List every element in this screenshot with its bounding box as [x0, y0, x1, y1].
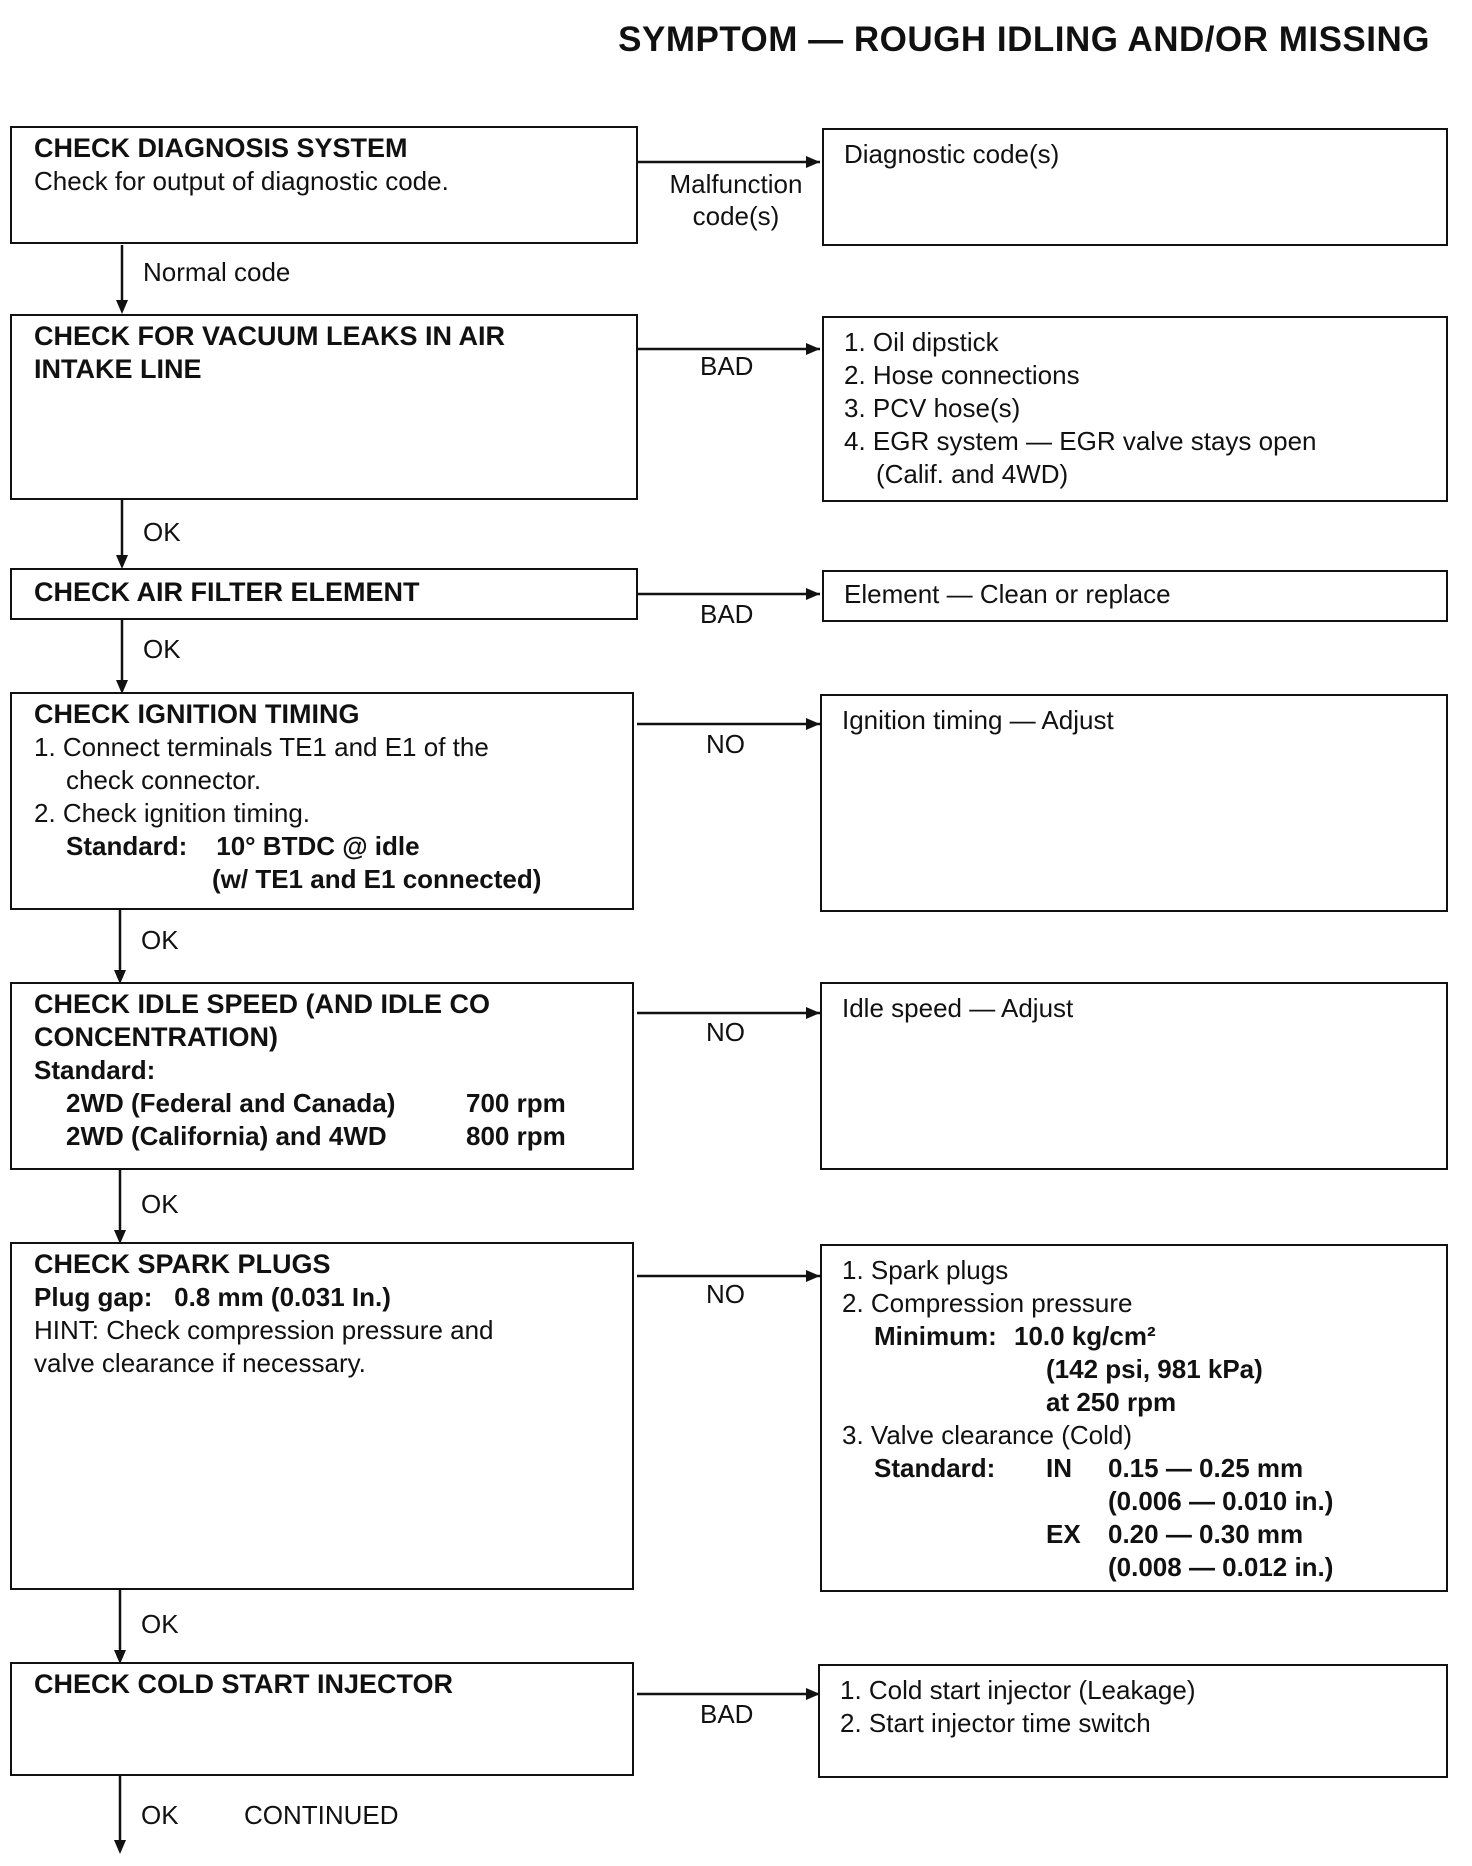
- result-item: 1. Oil dipstick: [844, 327, 999, 357]
- branch-bad-label: BAD: [700, 351, 754, 381]
- step-cold-start-heading: CHECK COLD START INJECTOR: [34, 1669, 454, 1699]
- step-diagnosis-box: [10, 126, 638, 244]
- valve-clearance-ex: EX 0.20 — 0.30 mm: [1046, 1519, 1304, 1549]
- next-normal-code-label: Normal code: [143, 257, 291, 287]
- step-ignition-text: 2. Check ignition timing.: [34, 798, 311, 828]
- result-cold-start-box: [818, 1664, 1448, 1778]
- step-air-filter-heading: CHECK AIR FILTER ELEMENT: [34, 577, 420, 607]
- result-idle-text: Idle speed — Adjust: [842, 993, 1074, 1023]
- branch-malfunction-label: Malfunction code(s): [669, 169, 803, 231]
- ignition-standard-note: (w/ TE1 and E1 connected): [212, 864, 542, 894]
- next-ok-label: OK: [141, 1800, 179, 1830]
- step-ignition-heading: CHECK IGNITION TIMING: [34, 699, 360, 729]
- step-idle-heading-2: CONCENTRATION): [34, 1022, 278, 1052]
- valve-clearance-in: (0.006 — 0.010 in.): [1108, 1486, 1334, 1516]
- valve-clearance-ex: (0.008 — 0.012 in.): [1108, 1552, 1334, 1582]
- result-item: (Calif. and 4WD): [876, 459, 1069, 489]
- compression-minimum: at 250 rpm: [1046, 1387, 1177, 1417]
- step-diagnosis-heading: CHECK DIAGNOSIS SYSTEM: [34, 133, 408, 163]
- step-vacuum-heading-1: CHECK FOR VACUUM LEAKS IN AIR: [34, 321, 505, 351]
- result-item: 3. Valve clearance (Cold): [842, 1420, 1132, 1450]
- step-ignition-text: check connector.: [66, 765, 262, 795]
- step-idle-speed-box: [10, 982, 634, 1170]
- step-spark-plugs-box: [10, 1242, 634, 1590]
- result-vacuum-box: [822, 316, 1448, 502]
- next-ok-label: OK: [141, 1189, 179, 1219]
- result-ignition-box: [820, 694, 1448, 912]
- branch-bad-label: BAD: [700, 599, 754, 629]
- ignition-standard: Standard: 10° BTDC @ idle: [66, 831, 420, 861]
- result-item: 4. EGR system — EGR valve stays open: [844, 426, 1317, 456]
- valve-clearance-in: Standard: IN 0.15 — 0.25 mm: [874, 1453, 1304, 1483]
- next-ok-label: OK: [143, 634, 181, 664]
- result-item: 2. Hose connections: [844, 360, 1080, 390]
- result-item: 2. Compression pressure: [842, 1288, 1133, 1318]
- next-ok-label: OK: [143, 517, 181, 547]
- step-spark-heading: CHECK SPARK PLUGS: [34, 1249, 331, 1279]
- branch-no-label: NO: [706, 1017, 745, 1047]
- idle-standard-label: Standard:: [34, 1055, 156, 1085]
- step-idle-heading-1: CHECK IDLE SPEED (AND IDLE CO: [34, 989, 491, 1019]
- continued-label: CONTINUED: [244, 1800, 399, 1830]
- step-diagnosis-text: Check for output of diagnostic code.: [34, 166, 449, 196]
- step-ignition-text: 1. Connect terminals TE1 and E1 of the: [34, 732, 489, 762]
- page-title: SYMPTOM — ROUGH IDLING AND/OR MISSING: [618, 20, 1430, 59]
- result-item: 2. Start injector time switch: [840, 1708, 1151, 1738]
- result-idle-box: [820, 982, 1448, 1170]
- idle-spec-row: 2WD (Federal and Canada) 700 rpm: [66, 1088, 566, 1118]
- compression-minimum: (142 psi, 981 kPa): [1046, 1354, 1263, 1384]
- result-item: 3. PCV hose(s): [844, 393, 1021, 423]
- step-vacuum-heading-2: INTAKE LINE: [34, 354, 202, 384]
- result-item: 1. Cold start injector (Leakage): [840, 1675, 1196, 1705]
- step-air-filter-box: [10, 568, 638, 620]
- result-item: 1. Spark plugs: [842, 1255, 1009, 1285]
- result-ignition-text: Ignition timing — Adjust: [842, 705, 1114, 735]
- next-ok-label: OK: [141, 925, 179, 955]
- branch-bad-label: BAD: [700, 1699, 754, 1729]
- step-vacuum-leaks-box: [10, 314, 638, 500]
- result-diagnostic-codes-text: Diagnostic code(s): [844, 139, 1060, 169]
- spark-hint: HINT: Check compression pressure and: [34, 1315, 494, 1345]
- result-spark-box: [820, 1244, 1448, 1592]
- plug-gap-spec: Plug gap: 0.8 mm (0.031 In.): [34, 1282, 391, 1312]
- branch-no-label: NO: [706, 1279, 745, 1309]
- idle-spec-row: 2WD (California) and 4WD 800 rpm: [66, 1121, 566, 1151]
- step-cold-start-box: [10, 1662, 634, 1776]
- result-element-box: [822, 570, 1448, 622]
- compression-minimum: Minimum: 10.0 kg/cm²: [874, 1321, 1156, 1351]
- step-ignition-timing-box: [10, 692, 634, 910]
- result-diagnostic-codes-box: [822, 128, 1448, 246]
- spark-hint: valve clearance if necessary.: [34, 1348, 366, 1378]
- next-ok-label: OK: [141, 1609, 179, 1639]
- result-element-text: Element — Clean or replace: [844, 579, 1171, 609]
- branch-no-label: NO: [706, 729, 745, 759]
